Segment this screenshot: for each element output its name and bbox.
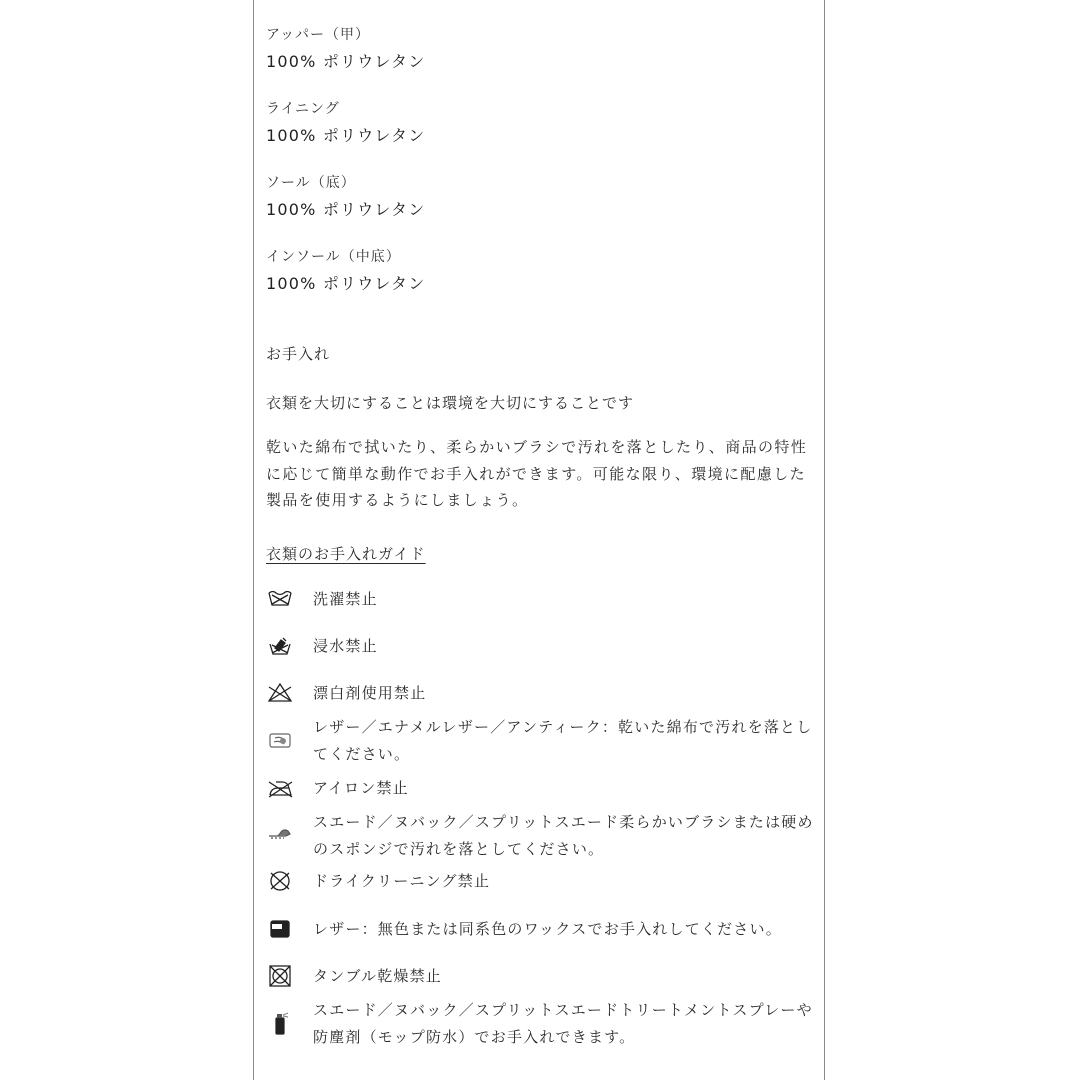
care-text-wax: レザー：無色または同系色のワックスでお手入れしてください。 bbox=[313, 920, 782, 938]
care-text-no-wash: 洗濯禁止 bbox=[313, 590, 378, 608]
no-soak-icon bbox=[266, 634, 294, 658]
care-text-wipe-cloth: レザー／エナメルレザー／アンティーク：乾いた綿布で汚れを落としてください。 bbox=[313, 718, 813, 763]
brush-icon bbox=[266, 823, 294, 847]
care-text-no-bleach: 漂白剤使用禁止 bbox=[313, 684, 427, 702]
wipe-cloth-icon bbox=[266, 728, 294, 752]
care-description: 乾いた綿布で拭いたり、柔らかいブラシで汚れを落としたり、商品の特性に応じて簡単な動作でお手入れができます。可能な限り、環境に配慮した製品を使用するようにしましょう。 bbox=[266, 438, 808, 509]
material-label-sole: ソール（底） bbox=[266, 175, 356, 191]
care-guide-link[interactable]: 衣類のお手入れガイド bbox=[266, 545, 426, 563]
product-details-panel bbox=[253, 0, 825, 1080]
care-text-no-dry-clean: ドライクリーニング禁止 bbox=[313, 872, 491, 890]
care-text-no-iron: アイロン禁止 bbox=[313, 779, 409, 797]
wax-icon bbox=[266, 917, 294, 941]
no-tumble-dry-icon bbox=[266, 964, 294, 988]
spray-icon bbox=[266, 1011, 294, 1035]
no-iron-icon bbox=[266, 776, 294, 800]
material-label-lining: ライニング bbox=[266, 101, 340, 117]
material-value-sole: 100% ポリウレタン bbox=[266, 200, 426, 219]
material-label-insole: インソール（中底） bbox=[266, 249, 401, 265]
care-section-title: お手入れ bbox=[266, 345, 331, 363]
no-bleach-icon bbox=[266, 681, 294, 705]
care-text-no-tumble-dry: タンブル乾燥禁止 bbox=[313, 967, 443, 985]
material-label-upper: アッパー（甲） bbox=[266, 27, 371, 43]
material-value-insole: 100% ポリウレタン bbox=[266, 274, 426, 293]
care-text-no-soak: 浸水禁止 bbox=[313, 637, 378, 655]
no-dry-clean-icon bbox=[266, 869, 294, 893]
care-text-brush: スエード／ヌバック／スプリットスエード柔らかいブラシまたは硬めのスポンジで汚れを落としてください。 bbox=[313, 813, 814, 858]
material-value-lining: 100% ポリウレタン bbox=[266, 126, 426, 145]
no-wash-icon bbox=[266, 587, 294, 611]
material-value-upper: 100% ポリウレタン bbox=[266, 52, 426, 71]
care-tagline: 衣類を大切にすることは環境を大切にすることです bbox=[266, 394, 635, 412]
care-text-spray: スエード／ヌバック／スプリットスエードトリートメントスプレーや防塵剤（モップ防水）でお手入れできます。 bbox=[313, 1001, 813, 1046]
